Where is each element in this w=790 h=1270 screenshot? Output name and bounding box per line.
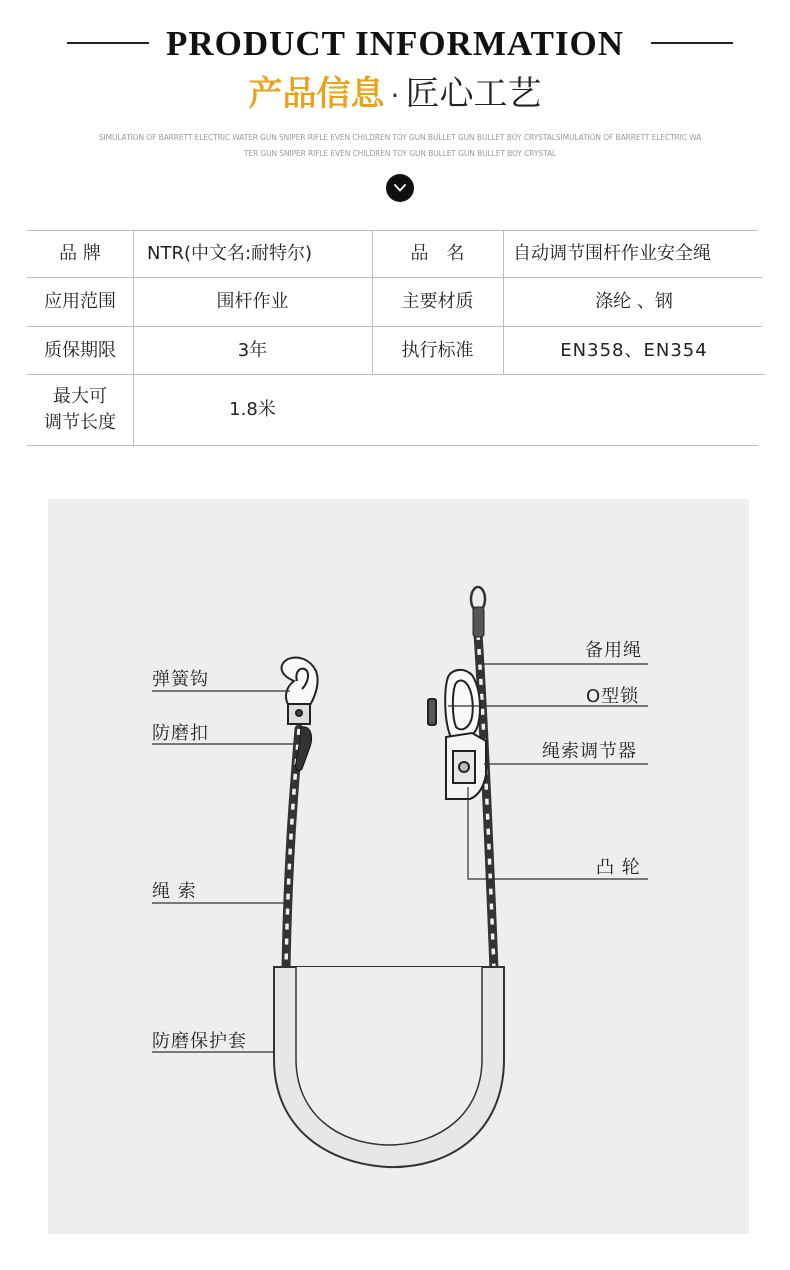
product-diagram bbox=[48, 499, 749, 1234]
table-row-1-value-2: 自动调节围杆作业安全绳 bbox=[513, 242, 711, 264]
table-rule bbox=[27, 445, 758, 446]
chevron-down-icon bbox=[394, 184, 406, 192]
table-row-2-key-2: 主要材质 bbox=[401, 291, 474, 312]
o-lock-carabiner bbox=[428, 670, 480, 741]
label-spring-hook: 弹簧钩 bbox=[152, 669, 209, 690]
scroll-down-button[interactable] bbox=[386, 174, 414, 202]
page-subtitle bbox=[0, 72, 790, 118]
table-row-2-value-2: 涤纶 、钢 bbox=[595, 291, 673, 312]
table-row-1-key-1: 品 牌 bbox=[59, 242, 101, 264]
label-wear-buckle: 防磨扣 bbox=[152, 723, 209, 744]
header-right-rule bbox=[651, 42, 733, 44]
label-cam: 凸 轮 bbox=[596, 857, 641, 878]
label-adjuster: 绳索调节器 bbox=[542, 741, 637, 762]
label-wear-sleeve: 防磨保护套 bbox=[152, 1031, 247, 1052]
table-row-1-value-1: NTR(中文名:耐特尔) bbox=[147, 242, 313, 264]
spec-table bbox=[27, 230, 765, 446]
label-backup-rope: 备用绳 bbox=[585, 640, 642, 661]
table-row-3-value-1: 3年 bbox=[237, 339, 268, 361]
label-o-lock: O型锁 bbox=[586, 686, 640, 707]
table-row-3-key-1: 质保期限 bbox=[44, 339, 116, 361]
decorative-caption bbox=[95, 130, 705, 162]
table-row-1-key-2: 品 名 bbox=[410, 242, 465, 264]
table-row-3-key-2: 执行标准 bbox=[401, 339, 474, 361]
table-row-4-key-1: 最大可 调节长度 bbox=[44, 386, 116, 433]
table-row-3-value-2: EN358、EN354 bbox=[560, 339, 708, 361]
decorative-caption-line-1: SIMULATION OF BARRETT ELECTRIC WATER GUN SNIPER RIFLE EVEN CHILDREN TOY GUN BULLET GUN BULLET BOY CRYSTALSIMULATION OF BARRETT ELECTRIC WA bbox=[98, 133, 702, 142]
rope-adjuster bbox=[446, 733, 486, 799]
subtitle-dot: · bbox=[390, 79, 400, 112]
table-row-4-value-1: 1.8米 bbox=[229, 399, 276, 420]
label-rope: 绳 索 bbox=[152, 881, 197, 902]
table-row-2-key-1: 应用范围 bbox=[44, 291, 116, 312]
subtitle-accent: 产品信息 bbox=[248, 74, 385, 114]
lanyard-illustration bbox=[48, 499, 749, 1234]
subtitle-rest: 匠心工艺 bbox=[405, 74, 542, 114]
page-title: PRODUCT INFORMATION bbox=[165, 24, 625, 63]
table-row-2-value-1: 围杆作业 bbox=[216, 291, 289, 312]
decorative-caption-line-2: TER GUN SNIPER RIFLE EVEN CHILDREN TOY GUN BULLET GUN BULLET BOY CRYSTAL bbox=[243, 149, 557, 158]
